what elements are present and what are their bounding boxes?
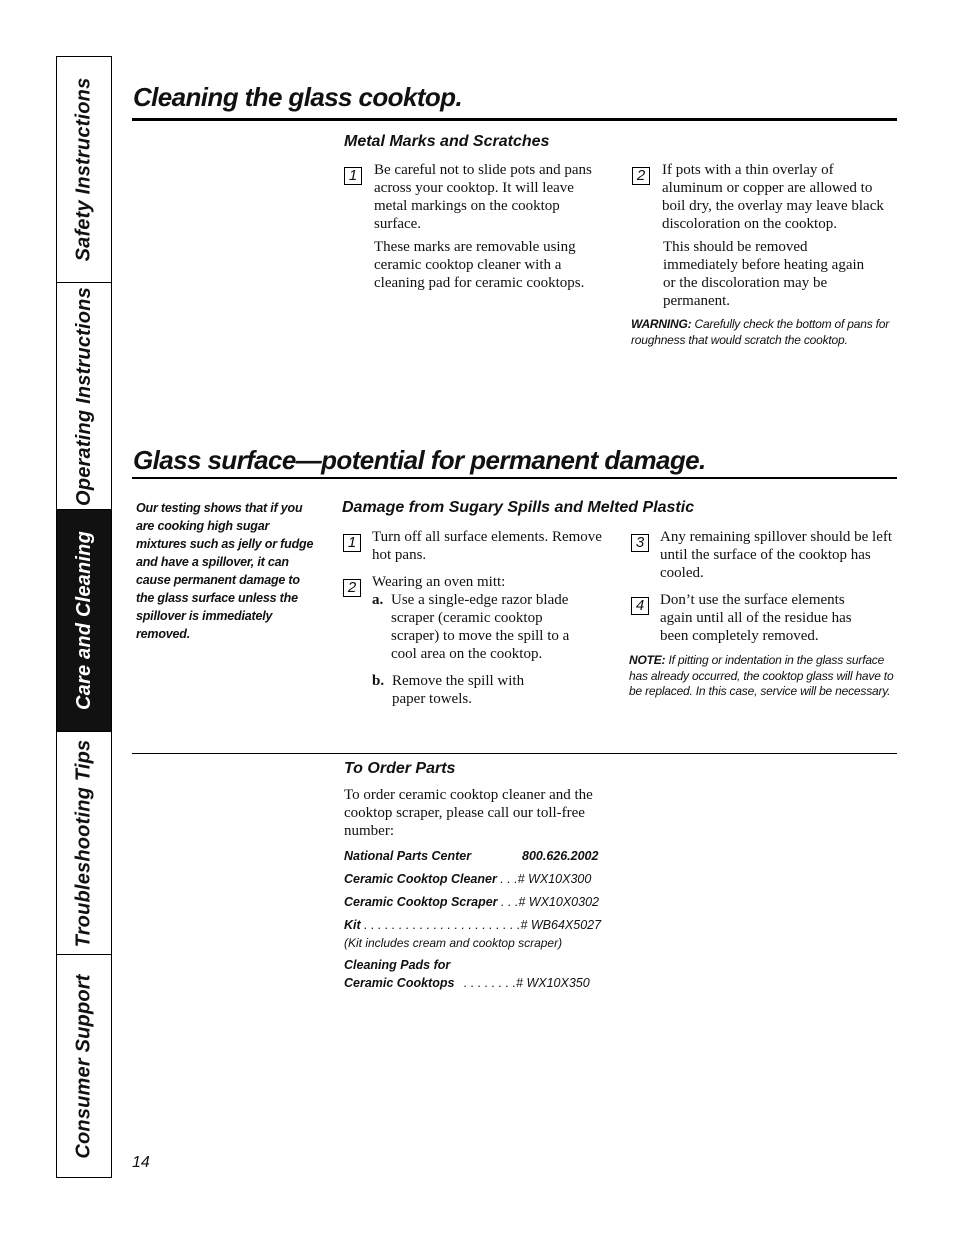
warning-label: WARNING: [631,317,692,331]
step-number: 1 [343,534,361,552]
parts-row-kit [344,918,601,932]
tab-label: Troubleshooting Tips [72,739,95,947]
substep-label: b. [372,673,385,689]
parts-label: National Parts Center [344,849,472,863]
step-text: Any remaining spillover should be left until the surface of the cooktop has cooled. [660,529,893,581]
step-text: These marks are removable using ceramic cooktop cleaner with a cleaning pad for ceramic cooktops. [374,239,585,291]
leader-dots: . . . [496,872,518,886]
section-rule [132,753,897,754]
parts-label: Ceramic Cooktop Scraper [344,895,498,909]
step-number: 2 [343,579,361,597]
section-title-glass-surface: Glass surface—potential for permanent damage. [133,445,706,475]
parts-row-scraper [344,895,599,909]
step-number: 3 [631,534,649,552]
page-number: 14 [132,1154,150,1171]
tab-label: Care and Cleaning [72,531,95,710]
tab-operating-instructions[interactable] [57,283,111,510]
subhead-sugary-spills: Damage from Sugary Spills and Melted Plastic [342,499,695,516]
title-rule [132,118,897,121]
substep-text: Use a single-edge razor blade scraper (ceramic cooktop scraper) to move the spill to a cool area on the cooktop. [391,592,570,662]
step-text: Turn off all surface elements. Remove hot pans. [372,529,602,563]
tab-troubleshooting-tips[interactable] [57,732,111,955]
part-number: # WX10X300 [517,872,592,886]
part-number: # WB64X5027 [520,918,602,932]
tab-label: Safety Instructions [72,77,95,262]
part-number: # WX10X0302 [518,895,599,909]
step-number: 1 [344,167,362,185]
step-text: Don’t use the surface elements again until all of the residue has been completely removed. [660,592,852,644]
step-text: This should be removed immediately before heating again or the discoloration may be permanent. [663,239,865,309]
tab-label: Consumer Support [72,973,95,1159]
sidebar-warning: Our testing shows that if you are cooking high sugar mixtures such as jelly or fudge and have a spillover, it can cause permanent damage to the glass surface unless the spillover is immediately removed. [136,501,314,641]
step-text: Be careful not to slide pots and pans across your cooktop. It will leave metal markings on the cooktop surface. [374,162,592,232]
parts-center-phone [522,849,598,863]
step-text: Wearing an oven mitt: [372,574,506,590]
parts-label: Cleaning Pads for [344,958,451,972]
title-rule [132,477,897,479]
parts-label: Kit [344,918,361,932]
warning-text: Carefully check the bottom of pans for roughness that would scratch the cooktop. [631,317,890,347]
note-text: If pitting or indentation in the glass surface has already occurred, the cooktop glass will have to be replaced. In this case, service will be necessary. [629,653,894,698]
note-label: NOTE: [629,653,666,667]
part-number: # WX10X350 [516,976,590,990]
leader-dots: . . . . . . . . [460,976,517,990]
substep-text: Remove the spill with paper towels. [392,673,525,707]
parts-row-pads [344,976,590,990]
step-number: 4 [631,597,649,615]
tab-care-and-cleaning[interactable] [57,510,111,732]
parts-row-cleaner [344,872,591,886]
kit-note: (Kit includes cream and cooktop scraper) [344,936,563,950]
step-text: If pots with a thin overlay of aluminum or copper are allowed to boil dry, the overlay may leave black discoloration on the cooktop. [662,162,884,232]
step-number: 2 [632,167,650,185]
tab-safety-instructions[interactable] [57,57,111,283]
parts-label: Ceramic Cooktops [344,976,455,990]
tab-consumer-support[interactable] [57,955,111,1177]
tab-label: Operating Instructions [72,286,95,506]
parts-label: Ceramic Cooktop Cleaner [344,872,497,886]
warning-note [631,317,897,348]
leader-dots: . . . . . . . . . . . . . . . . . . . . . . . [360,918,521,932]
section-tabs [56,56,112,1178]
parts-center-label [344,849,471,863]
substep-label: a. [372,592,384,608]
subhead-metal-marks: Metal Marks and Scratches [344,133,550,150]
subhead-order-parts: To Order Parts [344,760,456,777]
section-title-cleaning: Cleaning the glass cooktop. [133,82,463,112]
leader-dots: . . . [497,895,519,909]
order-intro: To order ceramic cooktop cleaner and the cooktop scraper, please call our toll-free number: [344,787,593,839]
phone-number: 800.626.2002 [522,849,599,863]
parts-pads-label [344,958,450,972]
damage-note [629,653,897,700]
